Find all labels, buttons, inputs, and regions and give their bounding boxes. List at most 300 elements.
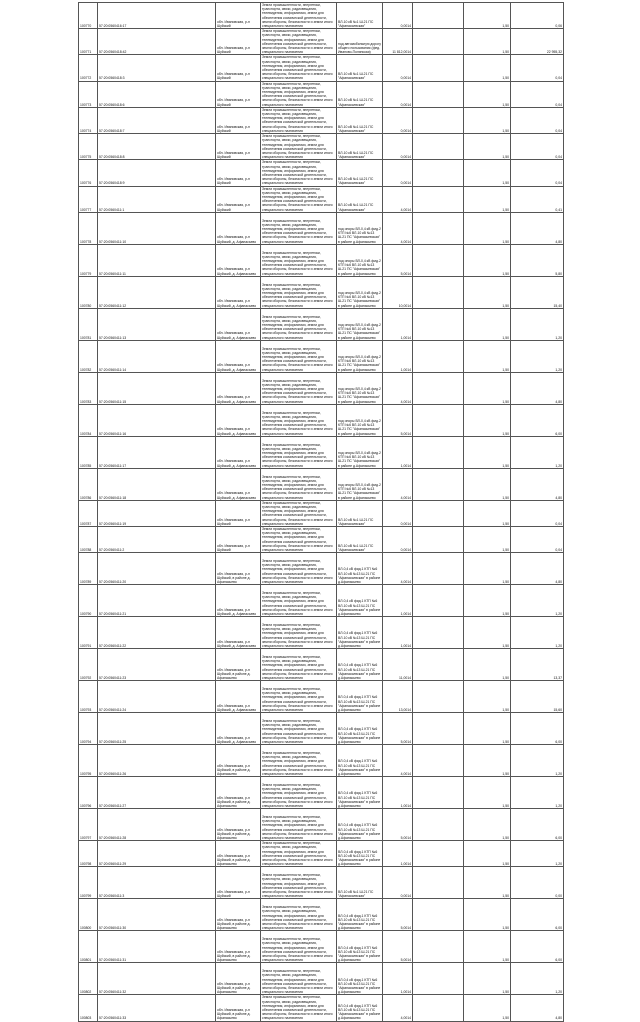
table-row bbox=[79, 372, 564, 404]
cadastral-number: 57:20:0560411:28 bbox=[98, 809, 216, 841]
tax-cell: 4,80 bbox=[511, 995, 564, 1021]
table-row bbox=[79, 995, 564, 1021]
tax-cell: 0,00 bbox=[511, 867, 564, 899]
tax-cell: 4,80 bbox=[511, 212, 564, 244]
record-number: 100788 bbox=[79, 526, 98, 552]
permitted-use-cell: ВЛ-0,4 кВ фид.1 КТП №6 ВЛ-10 кВ №13 Ш-21 ПС "Афанасьевская" в районе д.Афанасьево bbox=[337, 963, 383, 995]
land-category-cell: Земли промышленности, энергетики, транспорта, связи, радиовещания, телевидения, информатики, земли для обеспечения космической деятельности, земли обороны, безопасности и земли иного специального назначения bbox=[261, 276, 337, 308]
cadastral-number: 57:20:0560411:19 bbox=[98, 500, 216, 526]
address-cell: обл. Ивановская, р-н Шуйский, в районе д. Афанасьево bbox=[216, 995, 261, 1021]
empty-cell bbox=[413, 867, 464, 899]
tax-cell: 6,00 bbox=[511, 931, 564, 963]
cadastral-number: 57:20:0560411:21 bbox=[98, 585, 216, 617]
rate-cell: 1,50 bbox=[464, 107, 511, 133]
address-cell: обл. Ивановская, р-н Шуйский, д. Афанасьево bbox=[216, 713, 261, 745]
area-cell: 1,0014 bbox=[383, 841, 413, 867]
rate-cell: 1,50 bbox=[464, 3, 511, 29]
address-cell: обл. Ивановская, р-н Шуйский, в районе д. Афанасьево bbox=[216, 777, 261, 809]
permitted-use-cell: ВЛ-0,4 кВ фид.1 КТП №6 ВЛ-10 кВ №13 Ш-21 ПС "Афанасьевская" в районе д.Афанасьево bbox=[337, 681, 383, 713]
empty-cell bbox=[413, 404, 464, 436]
cadastral-number: 57:20:0560411:1 bbox=[98, 186, 216, 212]
record-number: 100789 bbox=[79, 553, 98, 585]
cadastral-number: 57:20:0560411:15 bbox=[98, 372, 216, 404]
area-cell: 5,0014 bbox=[383, 244, 413, 276]
address-cell: обл. Ивановская, р-н Шуйский, в районе д. Афанасьево bbox=[216, 931, 261, 963]
cadastral-number: 57:20:0560411:12 bbox=[98, 276, 216, 308]
empty-cell bbox=[413, 244, 464, 276]
empty-cell bbox=[413, 160, 464, 186]
address-cell: обл. Ивановская, р-н Шуйский bbox=[216, 867, 261, 899]
record-number: 100780 bbox=[79, 276, 98, 308]
area-cell: 13,0014 bbox=[383, 681, 413, 713]
address-cell: обл. Ивановская, р-н Шуйский bbox=[216, 55, 261, 81]
table-row bbox=[79, 29, 564, 55]
tax-cell: 15,40 bbox=[511, 276, 564, 308]
tax-cell: 1,20 bbox=[511, 963, 564, 995]
rate-cell: 1,50 bbox=[464, 404, 511, 436]
cadastral-number: 57:20:0560418:42 bbox=[98, 29, 216, 55]
table-row bbox=[79, 713, 564, 745]
tax-cell: 4,80 bbox=[511, 553, 564, 585]
table-row bbox=[79, 160, 564, 186]
address-cell: обл. Ивановская, р-н Шуйский, д. Афанасьево bbox=[216, 436, 261, 468]
address-cell: обл. Ивановская, р-н Шуйский bbox=[216, 3, 261, 29]
empty-cell bbox=[413, 186, 464, 212]
rate-cell: 1,50 bbox=[464, 745, 511, 777]
empty-cell bbox=[413, 212, 464, 244]
tax-cell: 0,41 bbox=[511, 186, 564, 212]
empty-cell bbox=[413, 372, 464, 404]
permitted-use-cell: ВЛ-0,4 кВ фид.1 КТП №6 ВЛ-10 кВ №13 Ш-21 ПС "Афанасьевская" в районе д.Афанасьево bbox=[337, 809, 383, 841]
empty-cell bbox=[413, 963, 464, 995]
record-number: 100771 bbox=[79, 29, 98, 55]
land-category-cell: Земли промышленности, энергетики, транспорта, связи, радиовещания, телевидения, информатики, земли для обеспечения космической деятельности, земли обороны, безопасности и земли иного специального назначения bbox=[261, 585, 337, 617]
cadastral-number: 57:20:0560411:29 bbox=[98, 841, 216, 867]
address-cell: обл. Ивановская, р-н Шуйский, в районе д. Афанасьево bbox=[216, 649, 261, 681]
record-number: 100775 bbox=[79, 134, 98, 160]
table-row bbox=[79, 899, 564, 931]
empty-cell bbox=[413, 713, 464, 745]
record-number: 100778 bbox=[79, 212, 98, 244]
area-cell: 11 812,0014 bbox=[383, 29, 413, 55]
table-row bbox=[79, 212, 564, 244]
tax-cell: 6,00 bbox=[511, 899, 564, 931]
address-cell: обл. Ивановская, р-н Шуйский, в районе д. Афанасьево bbox=[216, 899, 261, 931]
table-row bbox=[79, 55, 564, 81]
address-cell: обл. Ивановская, р-н Шуйский bbox=[216, 186, 261, 212]
rate-cell: 1,50 bbox=[464, 553, 511, 585]
table-row bbox=[79, 340, 564, 372]
permitted-use-cell: ВЛ-10 кВ №1 Ш-21 ПС "Афанасьевская" bbox=[337, 186, 383, 212]
rate-cell: 1,50 bbox=[464, 995, 511, 1021]
tax-cell: 0,06 bbox=[511, 3, 564, 29]
record-number: 100795 bbox=[79, 745, 98, 777]
tax-cell: 1,20 bbox=[511, 617, 564, 649]
cadastral-number: 57:20:0560411:30 bbox=[98, 899, 216, 931]
empty-cell bbox=[413, 55, 464, 81]
rate-cell: 1,50 bbox=[464, 244, 511, 276]
table-row bbox=[79, 963, 564, 995]
record-number: 100791 bbox=[79, 617, 98, 649]
rate-cell: 1,50 bbox=[464, 134, 511, 160]
record-number: 100797 bbox=[79, 809, 98, 841]
area-cell: 1,0014 bbox=[383, 777, 413, 809]
record-number: 100801 bbox=[79, 931, 98, 963]
area-cell: 1,0014 bbox=[383, 436, 413, 468]
cadastral-number: 57:20:0560411:3 bbox=[98, 867, 216, 899]
cadastral-number: 57:20:0560411:22 bbox=[98, 617, 216, 649]
tax-cell: 0,04 bbox=[511, 107, 564, 133]
cadastral-number: 57:20:0560418:6 bbox=[98, 81, 216, 107]
area-cell: 1,0014 bbox=[383, 340, 413, 372]
table-row bbox=[79, 745, 564, 777]
permitted-use-cell: под опоры ВЛ-0,4 кВ фид.2 КТП №6 ВЛ-10 кВ №13 Ш-21 ПС "Афанасьевская" в районе д.Афанасьево bbox=[337, 404, 383, 436]
tax-cell: 5,80 bbox=[511, 244, 564, 276]
cadastral-number: 57:20:0560411:27 bbox=[98, 777, 216, 809]
rate-cell: 1,50 bbox=[464, 372, 511, 404]
empty-cell bbox=[413, 585, 464, 617]
rate-cell: 1,50 bbox=[464, 55, 511, 81]
permitted-use-cell: ВЛ-10 кВ №1 Ш-21 ПС "Афанасьевская" bbox=[337, 134, 383, 160]
rate-cell: 1,50 bbox=[464, 617, 511, 649]
permitted-use-cell: ВЛ-10 кВ №1 Ш-21 ПС "Афанасьевская" bbox=[337, 55, 383, 81]
tax-cell: 0,04 bbox=[511, 160, 564, 186]
record-number: 100770 bbox=[79, 3, 98, 29]
cadastral-number: 57:20:0560411:2 bbox=[98, 526, 216, 552]
rate-cell: 1,50 bbox=[464, 809, 511, 841]
tax-cell: 0,04 bbox=[511, 81, 564, 107]
record-number: 100802 bbox=[79, 963, 98, 995]
tax-cell: 4,80 bbox=[511, 468, 564, 500]
land-category-cell: Земли промышленности, энергетики, транспорта, связи, радиовещания, телевидения, информатики, земли для обеспечения космической деятельности, земли обороны, безопасности и земли иного специального назначения bbox=[261, 649, 337, 681]
permitted-use-cell: под опоры ВЛ-0,4 кВ фид.2 КТП №6 ВЛ-10 кВ №13 Ш-21 ПС "Афанасьевская" в районе д.Афанасьево bbox=[337, 244, 383, 276]
table-row bbox=[79, 500, 564, 526]
rate-cell: 1,50 bbox=[464, 81, 511, 107]
cadastral-number: 57:20:0560411:16 bbox=[98, 404, 216, 436]
table-row bbox=[79, 867, 564, 899]
permitted-use-cell: ВЛ-0,4 кВ фид.1 КТП №6 ВЛ-10 кВ №13 Ш-21 ПС "Афанасьевская" в районе д.Афанасьево bbox=[337, 777, 383, 809]
permitted-use-cell: ВЛ-10 кВ №1 Ш-21 ПС "Афанасьевская" bbox=[337, 500, 383, 526]
empty-cell bbox=[413, 777, 464, 809]
table-row bbox=[79, 777, 564, 809]
land-category-cell: Земли промышленности, энергетики, транспорта, связи, радиовещания, телевидения, информатики, земли для обеспечения космической деятельности, земли обороны, безопасности и земли иного специального назначения bbox=[261, 3, 337, 29]
area-cell: 4,0014 bbox=[383, 468, 413, 500]
land-category-cell: Земли промышленности, энергетики, транспорта, связи, радиовещания, телевидения, информатики, земли для обеспечения космической деятельности, земли обороны, безопасности и земли иного специального назначения bbox=[261, 436, 337, 468]
empty-cell bbox=[413, 931, 464, 963]
empty-cell bbox=[413, 809, 464, 841]
cadastral-number: 57:20:0560411:17 bbox=[98, 436, 216, 468]
tax-cell: 1,20 bbox=[511, 436, 564, 468]
permitted-use-cell: ВЛ-0,4 кВ фид.1 КТП №6 ВЛ-10 кВ №13 Ш-21 ПС "Афанасьевская" в районе д.Афанасьево bbox=[337, 649, 383, 681]
land-category-cell: Земли промышленности, энергетики, транспорта, связи, радиовещания, телевидения, информатики, земли для обеспечения космической деятельности, земли обороны, безопасности и земли иного специального назначения bbox=[261, 809, 337, 841]
rate-cell: 1,50 bbox=[464, 649, 511, 681]
land-category-cell: Земли промышленности, энергетики, транспорта, связи, радиовещания, телевидения, информатики, земли для обеспечения космической деятельности, земли обороны, безопасности и земли иного специального назначения bbox=[261, 160, 337, 186]
empty-cell bbox=[413, 841, 464, 867]
table-row bbox=[79, 931, 564, 963]
permitted-use-cell: ВЛ-10 кВ №1 Ш-21 ПС "Афанасьевская" bbox=[337, 107, 383, 133]
rate-cell: 1,50 bbox=[464, 160, 511, 186]
tax-cell: 6,00 bbox=[511, 809, 564, 841]
address-cell: обл. Ивановская, р-н Шуйский, д. Афанасьево bbox=[216, 585, 261, 617]
table-row bbox=[79, 134, 564, 160]
table-row bbox=[79, 468, 564, 500]
table-row bbox=[79, 841, 564, 867]
record-number: 100774 bbox=[79, 107, 98, 133]
tax-cell: 4,80 bbox=[511, 372, 564, 404]
permitted-use-cell: под опоры ВЛ-0,4 кВ фид.2 КТП №6 ВЛ-10 кВ №13 Ш-21 ПС "Афанасьевская" в районе д.Афанасьево bbox=[337, 212, 383, 244]
table-row bbox=[79, 81, 564, 107]
area-cell: 0,0014 bbox=[383, 107, 413, 133]
rate-cell: 1,50 bbox=[464, 212, 511, 244]
permitted-use-cell: ВЛ-0,4 кВ фид.1 КТП №6 ВЛ-10 кВ №13 Ш-21 ПС "Афанасьевская" в районе д.Афанасьево bbox=[337, 899, 383, 931]
permitted-use-cell: под опоры ВЛ-0,4 кВ фид.2 КТП №6 ВЛ-10 кВ №13 Ш-21 ПС "Афанасьевская" в районе д.Афанасьево bbox=[337, 436, 383, 468]
cadastral-number: 57:20:0560418:7 bbox=[98, 107, 216, 133]
land-category-cell: Земли промышленности, энергетики, транспорта, связи, радиовещания, телевидения, информатики, земли для обеспечения космической деятельности, земли обороны, безопасности и земли иного специального назначения bbox=[261, 553, 337, 585]
tax-cell: 0,04 bbox=[511, 526, 564, 552]
area-cell: 1,0014 bbox=[383, 585, 413, 617]
address-cell: обл. Ивановская, р-н Шуйский, д. Афанасьево bbox=[216, 617, 261, 649]
land-category-cell: Земли промышленности, энергетики, транспорта, связи, радиовещания, телевидения, информатики, земли для обеспечения космической деятельности, земли обороны, безопасности и земли иного специального назначения bbox=[261, 777, 337, 809]
address-cell: обл. Ивановская, р-н Шуйский, д. Афанасьево bbox=[216, 308, 261, 340]
address-cell: обл. Ивановская, р-н Шуйский bbox=[216, 81, 261, 107]
table-row bbox=[79, 3, 564, 29]
empty-cell bbox=[413, 681, 464, 713]
land-category-cell: Земли промышленности, энергетики, транспорта, связи, радиовещания, телевидения, информатики, земли для обеспечения космической деятельности, земли обороны, безопасности и земли иного специального назначения bbox=[261, 995, 337, 1021]
empty-cell bbox=[413, 995, 464, 1021]
rate-cell: 1,50 bbox=[464, 931, 511, 963]
record-number: 100790 bbox=[79, 585, 98, 617]
address-cell: обл. Ивановская, р-н Шуйский bbox=[216, 107, 261, 133]
cadastral-number: 57:20:0560411:26 bbox=[98, 745, 216, 777]
cadastral-number: 57:20:0560418:9 bbox=[98, 160, 216, 186]
address-cell: обл. Ивановская, р-н Шуйский bbox=[216, 500, 261, 526]
land-category-cell: Земли промышленности, энергетики, транспорта, связи, радиовещания, телевидения, информатики, земли для обеспечения космической деятельности, земли обороны, безопасности и земли иного специального назначения bbox=[261, 308, 337, 340]
record-number: 100796 bbox=[79, 777, 98, 809]
tax-cell: 6,00 bbox=[511, 713, 564, 745]
rate-cell: 1,50 bbox=[464, 681, 511, 713]
land-category-cell: Земли промышленности, энергетики, транспорта, связи, радиовещания, телевидения, информатики, земли для обеспечения космической деятельности, земли обороны, безопасности и земли иного специального назначения bbox=[261, 841, 337, 867]
rate-cell: 1,50 bbox=[464, 186, 511, 212]
land-category-cell: Земли промышленности, энергетики, транспорта, связи, радиовещания, телевидения, информатики, земли для обеспечения космической деятельности, земли обороны, безопасности и земли иного специального назначения bbox=[261, 55, 337, 81]
cadastral-number: 57:20:0560411:11 bbox=[98, 244, 216, 276]
rate-cell: 1,50 bbox=[464, 713, 511, 745]
tax-cell: 0,04 bbox=[511, 500, 564, 526]
record-number: 100783 bbox=[79, 372, 98, 404]
permitted-use-cell: ВЛ-0,4 кВ фид.1 КТП №6 ВЛ-10 кВ №13 Ш-21 ПС "Афанасьевская" в районе д.Афанасьево bbox=[337, 553, 383, 585]
record-number: 100786 bbox=[79, 468, 98, 500]
table-row bbox=[79, 585, 564, 617]
land-category-cell: Земли промышленности, энергетики, транспорта, связи, радиовещания, телевидения, информатики, земли для обеспечения космической деятельности, земли обороны, безопасности и земли иного специального назначения bbox=[261, 899, 337, 931]
permitted-use-cell: под опоры ВЛ-0,4 кВ фид.2 КТП №6 ВЛ-10 кВ №13 Ш-21 ПС "Афанасьевская" в районе д.Афанасьево bbox=[337, 468, 383, 500]
address-cell: обл. Ивановская, р-н Шуйский bbox=[216, 29, 261, 55]
empty-cell bbox=[413, 468, 464, 500]
area-cell: 4,0014 bbox=[383, 553, 413, 585]
address-cell: обл. Ивановская, р-н Шуйский, д. Афанасьево bbox=[216, 468, 261, 500]
empty-cell bbox=[413, 649, 464, 681]
rate-cell: 1,50 bbox=[464, 526, 511, 552]
area-cell: 0,0014 bbox=[383, 160, 413, 186]
area-cell: 11,0014 bbox=[383, 649, 413, 681]
empty-cell bbox=[413, 500, 464, 526]
address-cell: обл. Ивановская, р-н Шуйский bbox=[216, 526, 261, 552]
table-row bbox=[79, 617, 564, 649]
table-row bbox=[79, 308, 564, 340]
rate-cell: 1,50 bbox=[464, 468, 511, 500]
land-category-cell: Земли промышленности, энергетики, транспорта, связи, радиовещания, телевидения, информатики, земли для обеспечения космической деятельности, земли обороны, безопасности и земли иного специального назначения bbox=[261, 526, 337, 552]
empty-cell bbox=[413, 276, 464, 308]
land-category-cell: Земли промышленности, энергетики, транспорта, связи, радиовещания, телевидения, информатики, земли для обеспечения космической деятельности, земли обороны, безопасности и земли иного специального назначения bbox=[261, 681, 337, 713]
cadastral-number: 57:20:0560418:8 bbox=[98, 134, 216, 160]
empty-cell bbox=[413, 899, 464, 931]
table-row bbox=[79, 649, 564, 681]
land-category-cell: Земли промышленности, энергетики, транспорта, связи, радиовещания, телевидения, информатики, земли для обеспечения космической деятельности, земли обороны, безопасности и земли иного специального назначения bbox=[261, 340, 337, 372]
area-cell: 1,0014 bbox=[383, 963, 413, 995]
permitted-use-cell: ВЛ-0,4 кВ фид.1 КТП №6 ВЛ-10 кВ №13 Ш-21 ПС "Афанасьевская" в районе д.Афанасьево bbox=[337, 585, 383, 617]
permitted-use-cell: ВЛ-0,4 кВ фид.1 КТП №6 ВЛ-10 кВ №13 Ш-21 ПС "Афанасьевская" в районе д.Афанасьево bbox=[337, 931, 383, 963]
area-cell: 0,0014 bbox=[383, 526, 413, 552]
rate-cell: 1,50 bbox=[464, 899, 511, 931]
cadastral-number: 57:20:0560411:25 bbox=[98, 713, 216, 745]
land-register-table bbox=[78, 2, 564, 1022]
land-category-cell: Земли промышленности, энергетики, транспорта, связи, радиовещания, телевидения, информатики, земли для обеспечения космической деятельности, земли обороны, безопасности и земли иного специального назначения bbox=[261, 29, 337, 55]
area-cell: 5,0014 bbox=[383, 404, 413, 436]
land-category-cell: Земли промышленности, энергетики, транспорта, связи, радиовещания, телевидения, информатики, земли для обеспечения космической деятельности, земли обороны, безопасности и земли иного специального назначения bbox=[261, 931, 337, 963]
empty-cell bbox=[413, 3, 464, 29]
table-row bbox=[79, 404, 564, 436]
table-row bbox=[79, 681, 564, 713]
rate-cell: 1,50 bbox=[464, 867, 511, 899]
area-cell: 0,0014 bbox=[383, 500, 413, 526]
empty-cell bbox=[413, 134, 464, 160]
tax-cell: 1,20 bbox=[511, 340, 564, 372]
permitted-use-cell: ВЛ-10 кВ №1 Ш-21 ПС "Афанасьевская" bbox=[337, 867, 383, 899]
land-category-cell: Земли промышленности, энергетики, транспорта, связи, радиовещания, телевидения, информатики, земли для обеспечения космической деятельности, земли обороны, безопасности и земли иного специального назначения bbox=[261, 81, 337, 107]
area-cell: 4,0014 bbox=[383, 745, 413, 777]
permitted-use-cell: под опоры ВЛ-0,4 кВ фид.2 КТП №6 ВЛ-10 кВ №13 Ш-21 ПС "Афанасьевская" в районе д.Афанасьево bbox=[337, 340, 383, 372]
rate-cell: 1,50 bbox=[464, 436, 511, 468]
empty-cell bbox=[413, 81, 464, 107]
tax-cell: 0,04 bbox=[511, 134, 564, 160]
rate-cell: 1,50 bbox=[464, 585, 511, 617]
area-cell: 4,0014 bbox=[383, 995, 413, 1021]
table-row bbox=[79, 526, 564, 552]
land-category-cell: Земли промышленности, энергетики, транспорта, связи, радиовещания, телевидения, информатики, земли для обеспечения космической деятельности, земли обороны, безопасности и земли иного специального назначения bbox=[261, 713, 337, 745]
table-row bbox=[79, 276, 564, 308]
table-row bbox=[79, 186, 564, 212]
record-number: 100779 bbox=[79, 244, 98, 276]
permitted-use-cell: ВЛ-10 кВ №1 Ш-21 ПС "Афанасьевская" bbox=[337, 526, 383, 552]
address-cell: обл. Ивановская, р-н Шуйский, в районе д. Афанасьево bbox=[216, 809, 261, 841]
record-number: 100800 bbox=[79, 899, 98, 931]
land-category-cell: Земли промышленности, энергетики, транспорта, связи, радиовещания, телевидения, информатики, земли для обеспечения космической деятельности, земли обороны, безопасности и земли иного специального назначения bbox=[261, 244, 337, 276]
cadastral-number: 57:20:0560411:31 bbox=[98, 931, 216, 963]
land-category-cell: Земли промышленности, энергетики, транспорта, связи, радиовещания, телевидения, информатики, земли для обеспечения космической деятельности, земли обороны, безопасности и земли иного специального назначения bbox=[261, 186, 337, 212]
address-cell: обл. Ивановская, р-н Шуйский bbox=[216, 134, 261, 160]
area-cell: 5,0014 bbox=[383, 931, 413, 963]
tax-cell: 1,20 bbox=[511, 585, 564, 617]
area-cell: 5,0014 bbox=[383, 899, 413, 931]
record-number: 100803 bbox=[79, 995, 98, 1021]
address-cell: обл. Ивановская, р-н Шуйский, д. Афанасьево bbox=[216, 372, 261, 404]
area-cell: 1,0014 bbox=[383, 617, 413, 649]
empty-cell bbox=[413, 308, 464, 340]
rate-cell: 1,50 bbox=[464, 500, 511, 526]
permitted-use-cell: под опоры ВЛ-0,4 кВ фид.2 КТП №6 ВЛ-10 кВ №13 Ш-21 ПС "Афанасьевская" в районе д.Афанасьево bbox=[337, 276, 383, 308]
record-number: 100798 bbox=[79, 841, 98, 867]
cadastral-number: 57:20:0560411:14 bbox=[98, 340, 216, 372]
empty-cell bbox=[413, 107, 464, 133]
permitted-use-cell: ВЛ-0,4 кВ фид.1 КТП №6 ВЛ-10 кВ №13 Ш-21 ПС "Афанасьевская" в районе д.Афанасьево bbox=[337, 841, 383, 867]
record-number: 100773 bbox=[79, 81, 98, 107]
address-cell: обл. Ивановская, р-н Шуйский, д. Афанасьево bbox=[216, 404, 261, 436]
tax-cell: 22 955,32 bbox=[511, 29, 564, 55]
empty-cell bbox=[413, 526, 464, 552]
record-number: 100787 bbox=[79, 500, 98, 526]
empty-cell bbox=[413, 745, 464, 777]
area-cell: 5,0014 bbox=[383, 713, 413, 745]
land-category-cell: Земли промышленности, энергетики, транспорта, связи, радиовещания, телевидения, информатики, земли для обеспечения космической деятельности, земли обороны, безопасности и земли иного специального назначения bbox=[261, 134, 337, 160]
table-row bbox=[79, 244, 564, 276]
land-category-cell: Земли промышленности, энергетики, транспорта, связи, радиовещания, телевидения, информатики, земли для обеспечения космической деятельности, земли обороны, безопасности и земли иного специального назначения bbox=[261, 745, 337, 777]
record-number: 100772 bbox=[79, 55, 98, 81]
cadastral-number: 57:20:0560411:13 bbox=[98, 308, 216, 340]
tax-cell: 1,20 bbox=[511, 308, 564, 340]
cadastral-number: 57:20:0560411:20 bbox=[98, 553, 216, 585]
area-cell: 0,0014 bbox=[383, 81, 413, 107]
land-category-cell: Земли промышленности, энергетики, транспорта, связи, радиовещания, телевидения, информатики, земли для обеспечения космической деятельности, земли обороны, безопасности и земли иного специального назначения bbox=[261, 107, 337, 133]
area-cell: 0,0014 bbox=[383, 55, 413, 81]
empty-cell bbox=[413, 617, 464, 649]
address-cell: обл. Ивановская, р-н Шуйский, в районе д. Афанасьево bbox=[216, 963, 261, 995]
permitted-use-cell: под опоры ВЛ-0,4 кВ фид.2 КТП №6 ВЛ-10 кВ №13 Ш-21 ПС "Афанасьевская" в районе д.Афанасьево bbox=[337, 372, 383, 404]
land-category-cell: Земли промышленности, энергетики, транспорта, связи, радиовещания, телевидения, информатики, земли для обеспечения космической деятельности, земли обороны, безопасности и земли иного специального назначения bbox=[261, 963, 337, 995]
cadastral-number: 57:20:0560411:23 bbox=[98, 649, 216, 681]
permitted-use-cell: под автомобильную дорогу общего пользования (фед. Иваново-Полянская) bbox=[337, 29, 383, 55]
table-row bbox=[79, 107, 564, 133]
land-category-cell: Земли промышленности, энергетики, транспорта, связи, радиовещания, телевидения, информатики, земли для обеспечения космической деятельности, земли обороны, безопасности и земли иного специального назначения bbox=[261, 468, 337, 500]
rate-cell: 1,50 bbox=[464, 963, 511, 995]
cadastral-number: 57:20:0560411:24 bbox=[98, 681, 216, 713]
land-category-cell: Земли промышленности, энергетики, транспорта, связи, радиовещания, телевидения, информатики, земли для обеспечения космической деятельности, земли обороны, безопасности и земли иного специального назначения bbox=[261, 500, 337, 526]
address-cell: обл. Ивановская, р-н Шуйский, в районе д. Афанасьево bbox=[216, 841, 261, 867]
permitted-use-cell: ВЛ-10 кВ №1 Ш-21 ПС "Афанасьевская" bbox=[337, 160, 383, 186]
land-category-cell: Земли промышленности, энергетики, транспорта, связи, радиовещания, телевидения, информатики, земли для обеспечения космической деятельности, земли обороны, безопасности и земли иного специального назначения bbox=[261, 617, 337, 649]
record-number: 100777 bbox=[79, 186, 98, 212]
address-cell: обл. Ивановская, р-н Шуйский, д. Афанасьево bbox=[216, 244, 261, 276]
cadastral-number: 57:20:0560418:3 bbox=[98, 55, 216, 81]
empty-cell bbox=[413, 436, 464, 468]
record-number: 100782 bbox=[79, 340, 98, 372]
land-category-cell: Земли промышленности, энергетики, транспорта, связи, радиовещания, телевидения, информатики, земли для обеспечения космической деятельности, земли обороны, безопасности и земли иного специального назначения bbox=[261, 372, 337, 404]
empty-cell bbox=[413, 553, 464, 585]
area-cell: 0,0014 bbox=[383, 867, 413, 899]
rate-cell: 1,50 bbox=[464, 841, 511, 867]
rate-cell: 1,50 bbox=[464, 29, 511, 55]
land-category-cell: Земли промышленности, энергетики, транспорта, связи, радиовещания, телевидения, информатики, земли для обеспечения космической деятельности, земли обороны, безопасности и земли иного специального назначения bbox=[261, 212, 337, 244]
area-cell: 5,0014 bbox=[383, 809, 413, 841]
cadastral-number: 57:20:0560411:33 bbox=[98, 995, 216, 1021]
record-number: 100794 bbox=[79, 713, 98, 745]
permitted-use-cell: ВЛ-0,4 кВ фид.1 КТП №6 ВЛ-10 кВ №13 Ш-21 ПС "Афанасьевская" в районе д.Афанасьево bbox=[337, 995, 383, 1021]
address-cell: обл. Ивановская, р-н Шуйский, д. Афанасьево bbox=[216, 212, 261, 244]
tax-cell: 13,37 bbox=[511, 649, 564, 681]
record-number: 100784 bbox=[79, 404, 98, 436]
empty-cell bbox=[413, 29, 464, 55]
address-cell: обл. Ивановская, р-н Шуйский, в районе д. Афанасьево bbox=[216, 745, 261, 777]
permitted-use-cell: ВЛ-0,4 кВ фид.1 КТП №6 ВЛ-10 кВ №13 Ш-21 ПС "Афанасьевская" в районе д.Афанасьево bbox=[337, 713, 383, 745]
area-cell: 1,0014 bbox=[383, 308, 413, 340]
record-number: 100785 bbox=[79, 436, 98, 468]
